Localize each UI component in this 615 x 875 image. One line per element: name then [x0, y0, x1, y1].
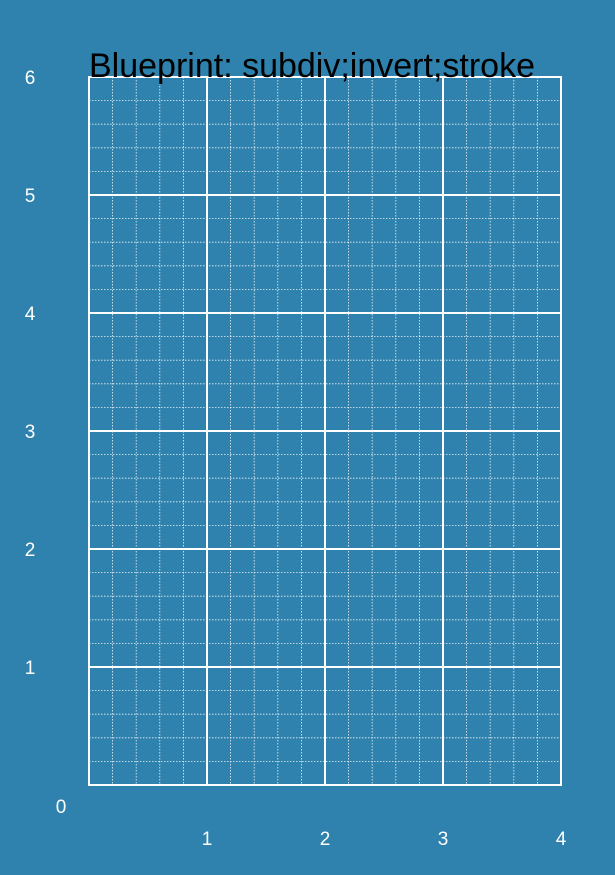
y-tick-label: 3 — [24, 422, 36, 443]
y-tick-label: 1 — [24, 658, 36, 679]
y-tick-label: 2 — [24, 540, 36, 561]
chart-title: Blueprint: subdiv;invert;stroke — [89, 47, 535, 85]
origin-label: 0 — [55, 797, 67, 818]
y-tick-label: 6 — [24, 68, 36, 89]
x-tick-label: 2 — [319, 829, 331, 850]
y-tick-label: 5 — [24, 186, 36, 207]
tick-labels — [25, 68, 567, 850]
y-tick-label: 4 — [24, 304, 36, 325]
x-tick-label: 3 — [437, 829, 449, 850]
x-tick-label: 1 — [201, 829, 213, 850]
x-tick-label: 4 — [555, 829, 567, 850]
